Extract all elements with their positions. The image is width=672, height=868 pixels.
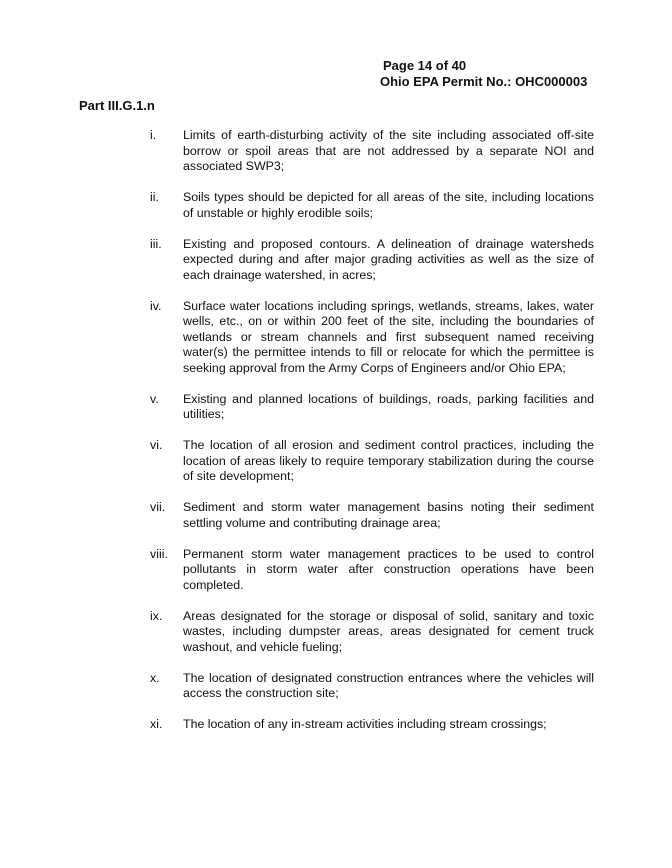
item-text: Soils types should be depicted for all areas of the site, including locations of unstable or highly erodible soils; bbox=[183, 190, 594, 220]
list-item bbox=[150, 392, 594, 423]
item-number: ii. bbox=[150, 190, 159, 204]
item-text: The location of all erosion and sediment control practices, including the location of areas likely to require temporary stabilization during the course of site development; bbox=[183, 438, 594, 483]
item-number: x. bbox=[150, 670, 160, 685]
item-text: The location of any in-stream activities including stream crossings; bbox=[183, 717, 547, 731]
item-text: Limits of earth-disturbing activity of the site including associated off-site borrow or spoil areas that are not addressed by a separate NOI and associated SWP3; bbox=[183, 128, 594, 173]
list-item bbox=[150, 190, 594, 221]
list-item bbox=[150, 547, 594, 594]
item-number: iii. bbox=[150, 236, 162, 251]
list-item bbox=[150, 671, 594, 702]
list-item bbox=[150, 128, 594, 175]
item-text: Sediment and storm water management basins noting their sediment settling volume and contributing drainage area; bbox=[183, 500, 594, 530]
item-number: i. bbox=[150, 128, 157, 142]
list-item bbox=[150, 500, 594, 531]
item-text: Existing and proposed contours. A delineation of drainage watersheds expected during and after major grading activities as well as the size of each drainage watershed, in acres; bbox=[183, 236, 594, 282]
item-text: Permanent storm water management practices to be used to control pollutants in storm water after construction operations have been completed. bbox=[183, 546, 594, 592]
list-item bbox=[150, 438, 594, 485]
item-number: vii. bbox=[150, 500, 166, 514]
item-number: iv. bbox=[150, 298, 162, 313]
permit-number: Ohio EPA Permit No.: OHC000003 bbox=[380, 74, 588, 89]
list-item bbox=[150, 609, 594, 656]
item-text: Surface water locations including springs, wetlands, streams, lakes, water wells, etc., on or within 200 feet of the site, including the boundaries of wetlands or stream channels and first subsequent named receiving water(s) the permittee intends to fill or relocate for which the permittee is seeking approval from the Army Corps of Engineers and/or Ohio EPA; bbox=[183, 298, 594, 375]
page-header bbox=[380, 58, 587, 90]
item-number: ix. bbox=[150, 608, 163, 623]
item-number: viii. bbox=[150, 546, 168, 561]
list-item bbox=[150, 299, 594, 377]
item-number: xi. bbox=[150, 717, 163, 731]
list-item bbox=[150, 237, 594, 284]
section-heading: Part III.G.1.n bbox=[79, 98, 155, 113]
item-number: v. bbox=[150, 391, 159, 406]
item-number: vi. bbox=[150, 438, 163, 452]
item-text: Existing and planned locations of buildings, roads, parking facilities and utilities; bbox=[183, 391, 594, 421]
requirements-list bbox=[150, 128, 594, 748]
item-text: Areas designated for the storage or disposal of solid, sanitary and toxic wastes, including dumpster areas, areas designated for cement truck washout, and vehicle fueling; bbox=[183, 608, 594, 654]
list-item bbox=[150, 717, 594, 733]
item-text: The location of designated construction entrances where the vehicles will access the construction site; bbox=[183, 670, 594, 700]
page-number: Page 14 of 40 bbox=[383, 58, 467, 73]
